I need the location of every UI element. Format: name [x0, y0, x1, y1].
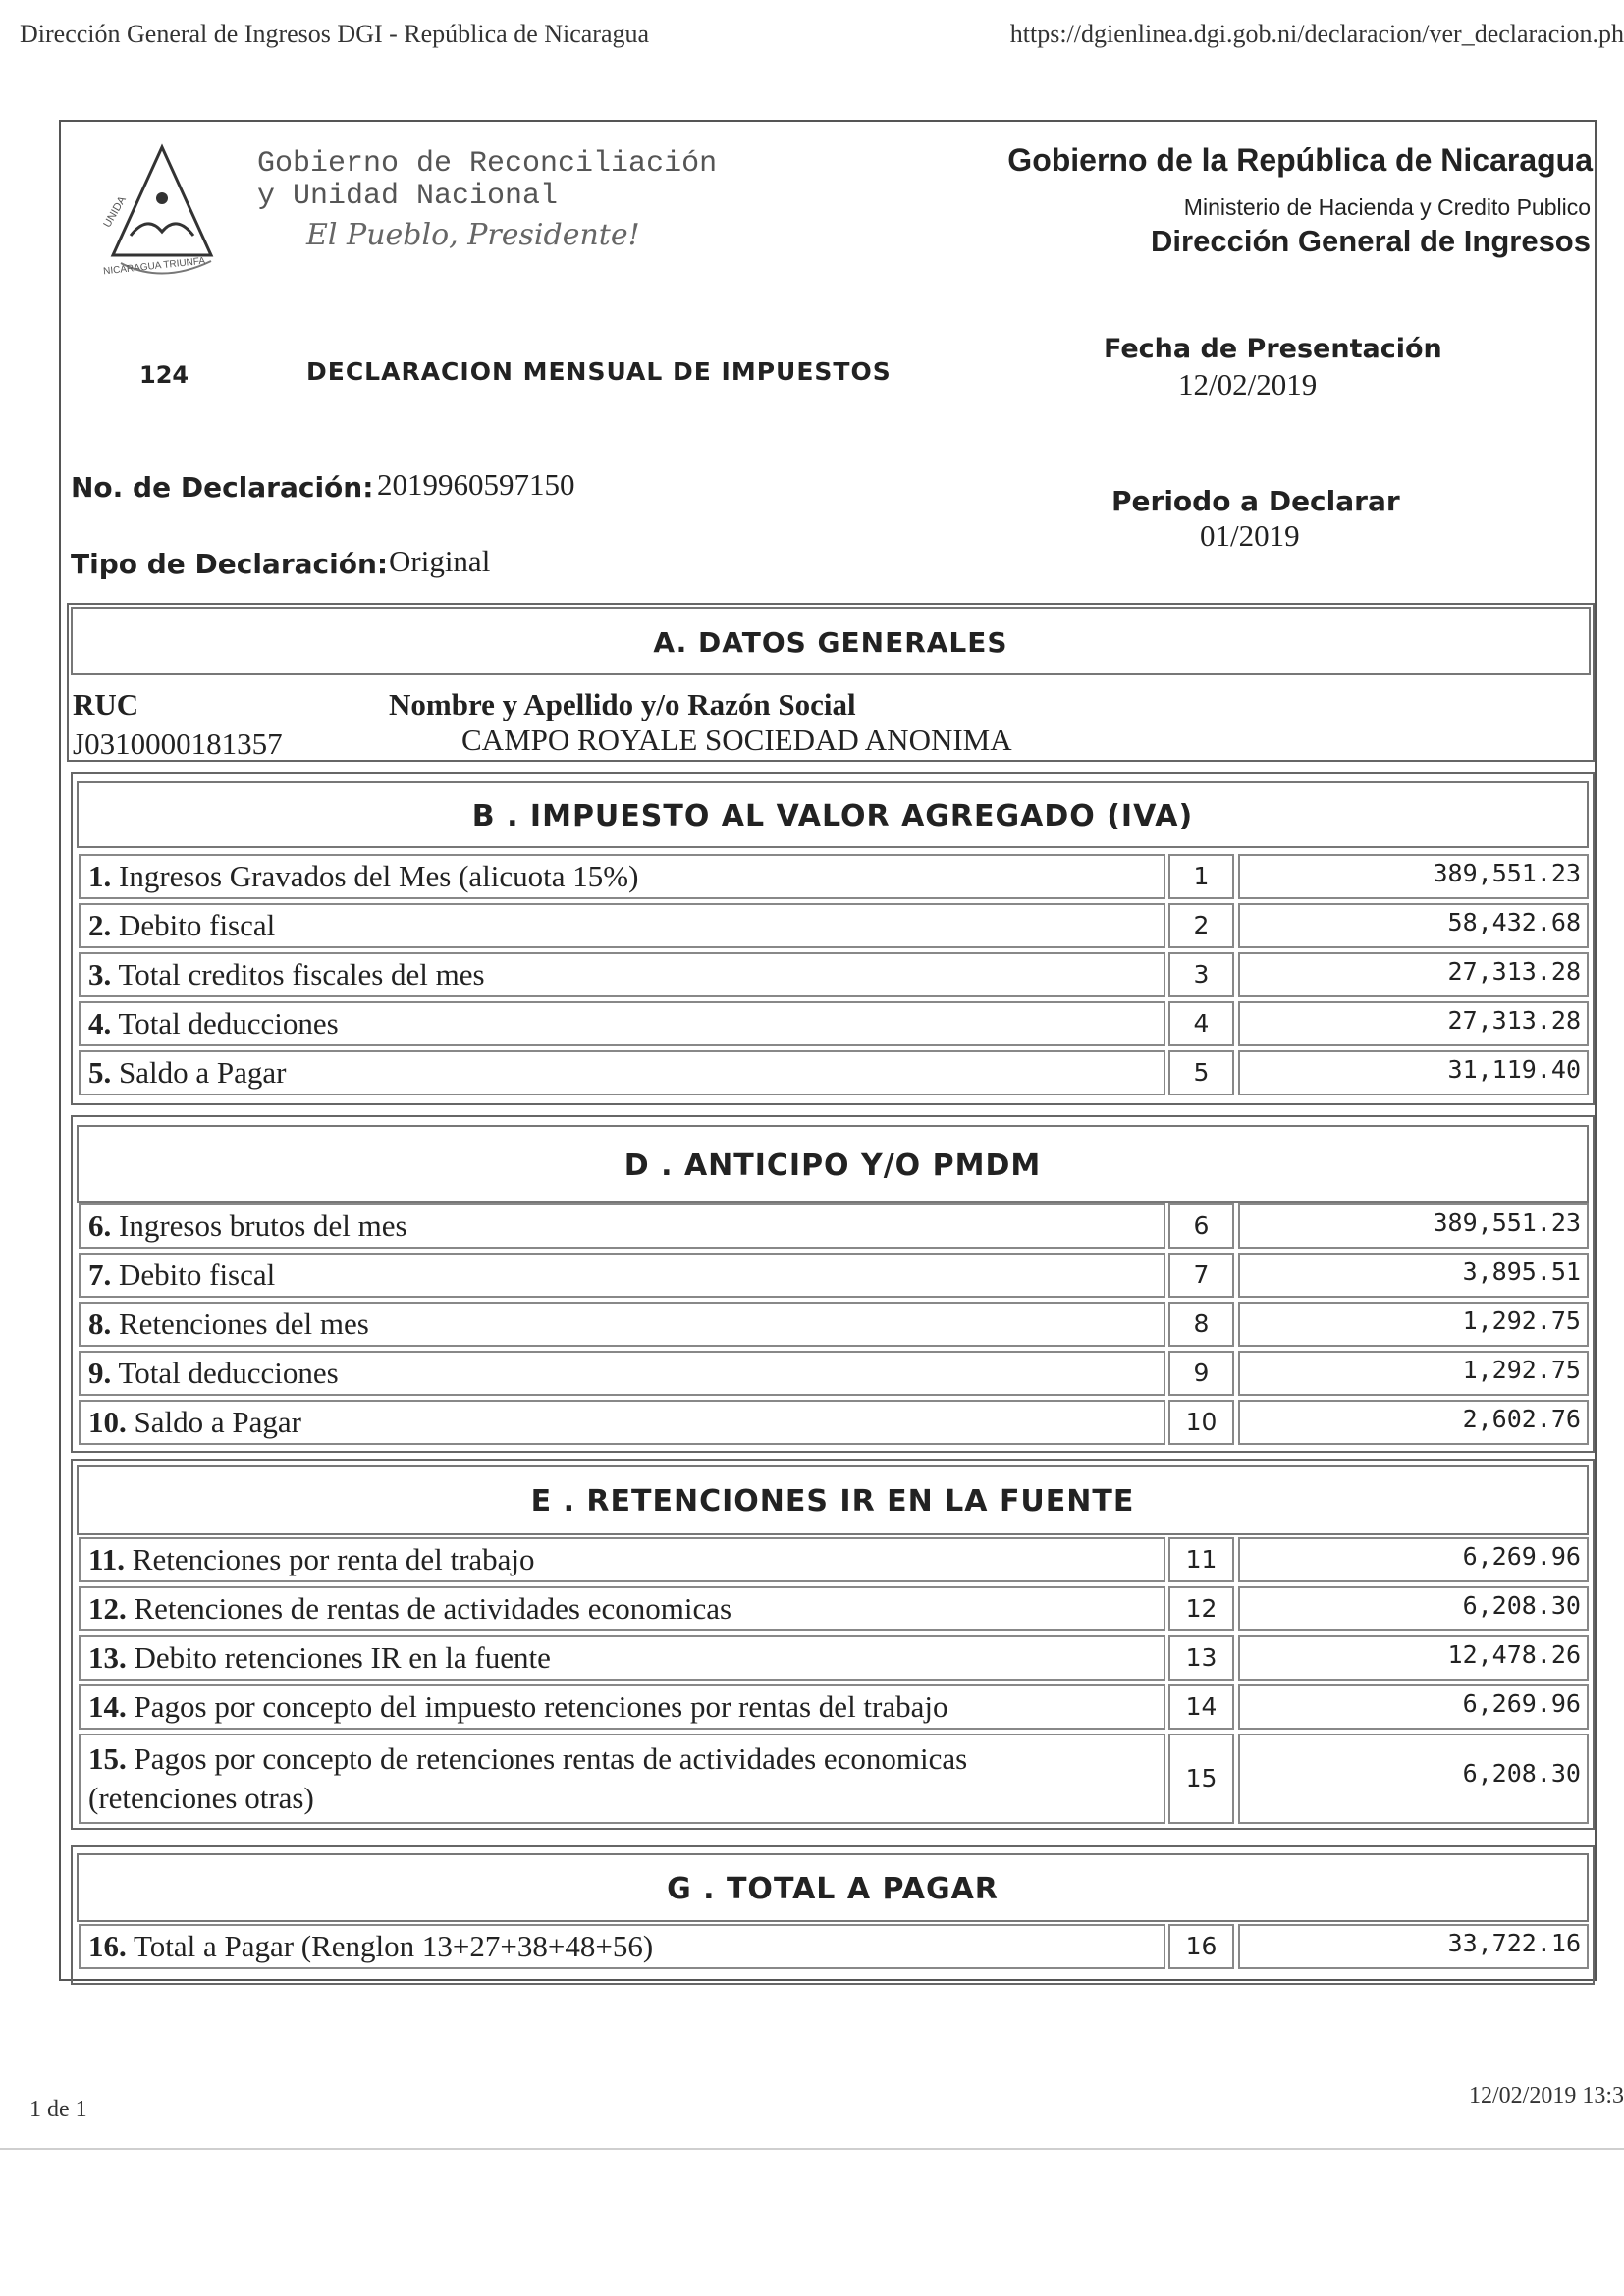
agency-name: Dirección General de Ingresos — [1151, 224, 1591, 258]
declaration-number-value: 2019960597150 — [377, 467, 575, 502]
table-row-label: 3. Total creditos fiscales del mes — [79, 952, 1165, 997]
table-row-line-number: 16 — [1168, 1924, 1234, 1969]
table-row-label: 12. Retenciones de rentas de actividades economicas — [79, 1586, 1165, 1631]
table-row-line-number: 3 — [1168, 952, 1234, 997]
table-row-value: 389,551.23 — [1238, 854, 1589, 899]
government-motto: El Pueblo, Presidente! — [306, 218, 640, 252]
table-row-value: 27,313.28 — [1238, 952, 1589, 997]
browser-url: https://dgienlinea.dgi.gob.ni/declaracion/ver_declaracion.ph — [1009, 20, 1624, 48]
table-row-value: 1,292.75 — [1238, 1302, 1589, 1347]
table-row-value: 389,551.23 — [1238, 1203, 1589, 1249]
table-row-line-number: 4 — [1168, 1001, 1234, 1046]
table-row-value: 3,895.51 — [1238, 1253, 1589, 1298]
logo-caption-bottom: NICARAGUA TRIUNFA — [102, 255, 206, 278]
table-row-line-number: 6 — [1168, 1203, 1234, 1249]
table-row-line-number: 1 — [1168, 854, 1234, 899]
ruc-label: RUC — [73, 687, 139, 721]
page-divider — [0, 2148, 1624, 2150]
table-row-label: 11. Retenciones por renta del trabajo — [79, 1537, 1165, 1582]
table-row-value: 6,208.30 — [1238, 1586, 1589, 1631]
table-row-value: 27,313.28 — [1238, 1001, 1589, 1046]
taxpayer-name-label: Nombre y Apellido y/o Razón Social — [389, 687, 856, 721]
ruc-value: J0310000181357 — [73, 726, 283, 761]
table-row-line-number: 15 — [1168, 1734, 1234, 1824]
declaration-number-label: No. de Declaración: — [71, 471, 374, 504]
browser-page-title: Dirección General de Ingresos DGI - República de Nicaragua — [20, 20, 650, 48]
table-row-line-number: 9 — [1168, 1351, 1234, 1396]
table-row-line-number: 5 — [1168, 1050, 1234, 1095]
iva-section-title: B . IMPUESTO AL VALOR AGREGADO (IVA) — [77, 781, 1589, 848]
table-row-line-number: 11 — [1168, 1537, 1234, 1582]
table-row-label: 4. Total deducciones — [79, 1001, 1165, 1046]
table-row-value: 58,432.68 — [1238, 903, 1589, 948]
government-slogan-line2: y Unidad Nacional — [257, 180, 559, 213]
table-row-label: 6. Ingresos brutos del mes — [79, 1203, 1165, 1249]
table-row-label: 5. Saldo a Pagar — [79, 1050, 1165, 1095]
table-row-label: 7. Debito fiscal — [79, 1253, 1165, 1298]
table-row-line-number: 10 — [1168, 1400, 1234, 1445]
table-row-value: 6,269.96 — [1238, 1537, 1589, 1582]
table-row-label: 15. Pagos por concepto de retenciones rentas de actividades economicas (retenciones otras) — [79, 1734, 1165, 1824]
general-data-title: A. DATOS GENERALES — [71, 607, 1591, 675]
withholding-section-title: E . RETENCIONES IR EN LA FUENTE — [77, 1465, 1589, 1535]
print-timestamp: 12/02/2019 13:3 — [1468, 2083, 1624, 2109]
table-row-line-number: 7 — [1168, 1253, 1234, 1298]
period-value: 01/2019 — [1200, 518, 1300, 553]
table-row-value: 33,722.16 — [1238, 1924, 1589, 1969]
advance-payment-title: D . ANTICIPO Y/O PMDM — [77, 1125, 1589, 1203]
table-row-line-number: 14 — [1168, 1684, 1234, 1730]
table-row-label: 13. Debito retenciones IR en la fuente — [79, 1635, 1165, 1681]
taxpayer-name-value: CAMPO ROYALE SOCIEDAD ANONIMA — [461, 722, 1012, 757]
table-row-value: 12,478.26 — [1238, 1635, 1589, 1681]
government-slogan-line1: Gobierno de Reconciliación — [257, 147, 718, 181]
table-row-label: 8. Retenciones del mes — [79, 1302, 1165, 1347]
declaration-type-label: Tipo de Declaración: — [71, 548, 389, 580]
form-number: 124 — [139, 361, 189, 389]
table-row-label: 2. Debito fiscal — [79, 903, 1165, 948]
period-label: Periodo a Declarar — [1111, 485, 1400, 517]
table-row-line-number: 12 — [1168, 1586, 1234, 1631]
table-row-line-number: 8 — [1168, 1302, 1234, 1347]
table-row-value: 2,602.76 — [1238, 1400, 1589, 1445]
declaration-type-value: Original — [389, 544, 491, 578]
submission-date-label: Fecha de Presentación — [1104, 334, 1442, 364]
submission-date-value: 12/02/2019 — [1178, 367, 1318, 401]
total-section-title: G . TOTAL A PAGAR — [77, 1853, 1589, 1922]
logo-caption-top: UNIDA — [101, 194, 129, 230]
form-title: DECLARACION MENSUAL DE IMPUESTOS — [306, 357, 892, 386]
table-row-value: 6,208.30 — [1238, 1734, 1589, 1824]
republic-name: Gobierno de la República de Nicaragua — [1007, 142, 1593, 178]
table-row-value: 6,269.96 — [1238, 1684, 1589, 1730]
table-row-value: 31,119.40 — [1238, 1050, 1589, 1095]
table-row-label: 10. Saldo a Pagar — [79, 1400, 1165, 1445]
ministry-name: Ministerio de Hacienda y Credito Publico — [1183, 194, 1591, 220]
table-row-label: 16. Total a Pagar (Renglon 13+27+38+48+56) — [79, 1924, 1165, 1969]
table-row-line-number: 2 — [1168, 903, 1234, 948]
table-row-value: 1,292.75 — [1238, 1351, 1589, 1396]
page-count: 1 de 1 — [29, 2097, 87, 2122]
table-row-label: 14. Pagos por concepto del impuesto retenciones por rentas del trabajo — [79, 1684, 1165, 1730]
table-row-line-number: 13 — [1168, 1635, 1234, 1681]
table-row-label: 9. Total deducciones — [79, 1351, 1165, 1396]
table-row-label: 1. Ingresos Gravados del Mes (alicuota 15%) — [79, 854, 1165, 899]
